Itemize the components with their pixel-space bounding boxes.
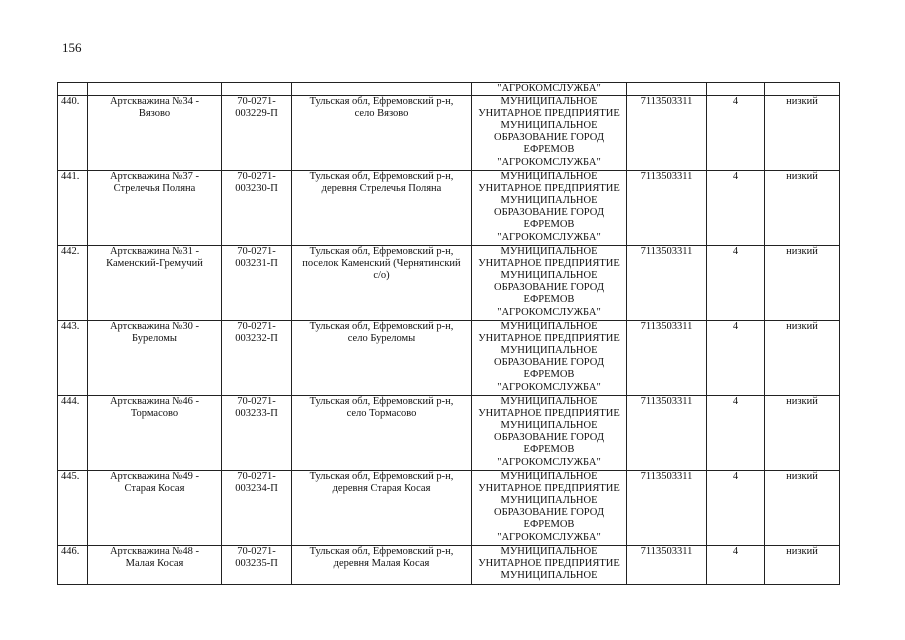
object-code-line: 70-0271-: [237, 321, 276, 333]
object-name-line: Стрелечья Поляна: [113, 183, 196, 195]
continuation-category-cell: [707, 83, 765, 96]
owner-line: "АГРОКОМСЛУЖБА": [497, 531, 601, 543]
inn-cell: 7113503311: [627, 96, 707, 171]
address-cell: [292, 546, 472, 585]
owner-line: УНИТАРНОЕ ПРЕДПРИЯТИЕ: [478, 483, 620, 495]
owner-line: ОБРАЗОВАНИЕ ГОРОД: [494, 507, 604, 519]
risk-cell: низкий: [765, 96, 840, 171]
owner-line: УНИТАРНОЕ ПРЕДПРИЯТИЕ: [478, 258, 620, 270]
owner-line: УНИТАРНОЕ ПРЕДПРИЯТИЕ: [478, 108, 620, 120]
risk-cell: низкий: [765, 171, 840, 246]
continuation-row: [58, 83, 840, 96]
risk-cell: низкий: [765, 471, 840, 546]
owner-line: ОБРАЗОВАНИЕ ГОРОД: [494, 207, 604, 219]
object-code-line: 003230-П: [235, 183, 278, 195]
table-row: [58, 396, 840, 471]
inn-cell: 7113503311: [627, 246, 707, 321]
continuation-name-cell: [88, 83, 222, 96]
row-number-cell: 442.: [58, 246, 88, 321]
owner-line: МУНИЦИПАЛЬНОЕ: [500, 120, 598, 132]
owner-line: ЕФРЕМОВ: [523, 519, 575, 531]
object-code-line: 70-0271-: [237, 171, 276, 183]
object-name-line: Артскважина №37 -: [109, 171, 200, 183]
inn-cell: 7113503311: [627, 546, 707, 585]
owner-line: "АГРОКОМСЛУЖБА": [497, 456, 601, 468]
owner-line: МУНИЦИПАЛЬНОЕ: [500, 96, 598, 108]
category-cell: 4: [707, 171, 765, 246]
owner-line: МУНИЦИПАЛЬНОЕ: [500, 321, 598, 333]
owner-line: "АГРОКОМСЛУЖБА": [497, 231, 601, 243]
row-number-cell: 443.: [58, 321, 88, 396]
object-name-line: Артскважина №30 -: [109, 321, 200, 333]
object-name-cell: [88, 546, 222, 585]
object-name-line: Буреломы: [132, 333, 177, 345]
owner-cell: [472, 396, 627, 471]
object-code-line: 70-0271-: [237, 546, 276, 558]
address-line: Тульская обл, Ефремовский р-н,: [309, 396, 454, 408]
owner-cell: [472, 546, 627, 585]
object-name-line: Артскважина №48 -: [109, 546, 200, 558]
object-code-line: 003229-П: [235, 108, 278, 120]
object-name-cell: [88, 171, 222, 246]
address-line: деревня Стрелечья Поляна: [321, 183, 442, 195]
object-code-cell: [222, 246, 292, 321]
object-code-cell: [222, 546, 292, 585]
object-name-cell: [88, 246, 222, 321]
address-line: Тульская обл, Ефремовский р-н,: [309, 471, 454, 483]
category-cell: 4: [707, 246, 765, 321]
object-name-line: Вязово: [138, 108, 171, 120]
row-number-cell: 440.: [58, 96, 88, 171]
owner-line: "АГРОКОМСЛУЖБА": [497, 156, 601, 168]
owner-line: МУНИЦИПАЛЬНОЕ: [500, 471, 598, 483]
object-name-line: Артскважина №34 -: [109, 96, 200, 108]
risk-cell: низкий: [765, 546, 840, 585]
owner-line: ЕФРЕМОВ: [523, 369, 575, 381]
object-name-line: Малая Косая: [125, 558, 184, 570]
address-line: деревня Старая Косая: [332, 483, 431, 495]
owner-line: ЕФРЕМОВ: [523, 144, 575, 156]
owner-line: МУНИЦИПАЛЬНОЕ: [500, 171, 598, 183]
inn-cell: 7113503311: [627, 471, 707, 546]
object-name-cell: [88, 396, 222, 471]
address-cell: [292, 96, 472, 171]
owner-line: ОБРАЗОВАНИЕ ГОРОД: [494, 132, 604, 144]
object-code-cell: [222, 96, 292, 171]
registry-body: [58, 83, 840, 585]
object-code-cell: [222, 171, 292, 246]
continuation-inn-cell: [627, 83, 707, 96]
object-name-line: Каменский-Гремучий: [106, 258, 203, 270]
owner-line: "АГРОКОМСЛУЖБА": [497, 306, 601, 318]
continuation-num-cell: [58, 83, 88, 96]
continuation-risk-cell: [765, 83, 840, 96]
owner-line: УНИТАРНОЕ ПРЕДПРИЯТИЕ: [478, 333, 620, 345]
row-number-cell: 444.: [58, 396, 88, 471]
address-line: Тульская обл, Ефремовский р-н,: [309, 171, 454, 183]
inn-cell: 7113503311: [627, 396, 707, 471]
row-number-cell: 441.: [58, 171, 88, 246]
object-code-line: 003231-П: [235, 258, 278, 270]
object-name-line: Артскважина №31 -: [109, 246, 200, 258]
object-name-line: Тормасово: [130, 408, 179, 420]
owner-line: МУНИЦИПАЛЬНОЕ: [500, 420, 598, 432]
object-code-cell: [222, 396, 292, 471]
address-line: село Буреломы: [347, 333, 416, 345]
owner-cell: [472, 246, 627, 321]
object-name-cell: [88, 471, 222, 546]
inn-cell: 7113503311: [627, 171, 707, 246]
owner-line: УНИТАРНОЕ ПРЕДПРИЯТИЕ: [478, 408, 620, 420]
category-cell: 4: [707, 321, 765, 396]
object-code-line: 003235-П: [235, 558, 278, 570]
object-code-line: 003233-П: [235, 408, 278, 420]
object-code-cell: [222, 471, 292, 546]
object-name-cell: [88, 321, 222, 396]
owner-line: МУНИЦИПАЛЬНОЕ: [500, 495, 598, 507]
owner-line: ОБРАЗОВАНИЕ ГОРОД: [494, 282, 604, 294]
object-code-line: 70-0271-: [237, 396, 276, 408]
owner-line: МУНИЦИПАЛЬНОЕ: [500, 246, 598, 258]
address-line: поселок Каменский (Чернятинский: [302, 258, 461, 270]
address-cell: [292, 471, 472, 546]
continuation-owner-cell: [472, 83, 627, 96]
row-number-cell: 446.: [58, 546, 88, 585]
address-cell: [292, 396, 472, 471]
owner-line: ЕФРЕМОВ: [523, 219, 575, 231]
object-code-line: 003234-П: [235, 483, 278, 495]
object-name-line: Артскважина №46 -: [109, 396, 200, 408]
address-line: с/о): [373, 270, 390, 282]
category-cell: 4: [707, 471, 765, 546]
object-code-cell: [222, 321, 292, 396]
address-line: село Вязово: [354, 108, 409, 120]
object-code-line: 70-0271-: [237, 96, 276, 108]
address-line: деревня Малая Косая: [333, 558, 430, 570]
object-code-line: 70-0271-: [237, 246, 276, 258]
owner-line: "АГРОКОМСЛУЖБА": [497, 381, 601, 393]
owner-line: "АГРОКОМСЛУЖБА": [497, 83, 601, 94]
owner-line: МУНИЦИПАЛЬНОЕ: [500, 396, 598, 408]
continuation-code-cell: [222, 83, 292, 96]
address-line: Тульская обл, Ефремовский р-н,: [309, 546, 454, 558]
owner-line: УНИТАРНОЕ ПРЕДПРИЯТИЕ: [478, 558, 620, 570]
owner-line: ОБРАЗОВАНИЕ ГОРОД: [494, 432, 604, 444]
owner-line: МУНИЦИПАЛЬНОЕ: [500, 195, 598, 207]
row-number-cell: 445.: [58, 471, 88, 546]
object-code-line: 70-0271-: [237, 471, 276, 483]
owner-line: УНИТАРНОЕ ПРЕДПРИЯТИЕ: [478, 183, 620, 195]
continuation-address-cell: [292, 83, 472, 96]
owner-line: МУНИЦИПАЛЬНОЕ: [500, 270, 598, 282]
risk-cell: низкий: [765, 246, 840, 321]
page-number: 156: [62, 40, 82, 55]
table-row: [58, 471, 840, 546]
address-line: Тульская обл, Ефремовский р-н,: [309, 321, 454, 333]
object-code-line: 003232-П: [235, 333, 278, 345]
object-name-cell: [88, 96, 222, 171]
table-row: [58, 246, 840, 321]
owner-cell: [472, 171, 627, 246]
owner-line: МУНИЦИПАЛЬНОЕ: [500, 570, 598, 582]
table-row: [58, 546, 840, 585]
risk-cell: низкий: [765, 321, 840, 396]
category-cell: 4: [707, 546, 765, 585]
table-row: [58, 171, 840, 246]
address-cell: [292, 171, 472, 246]
owner-line: ЕФРЕМОВ: [523, 294, 575, 306]
address-cell: [292, 246, 472, 321]
owner-cell: [472, 96, 627, 171]
object-name-line: Артскважина №49 -: [109, 471, 200, 483]
table-row: [58, 96, 840, 171]
table-row: [58, 321, 840, 396]
owner-line: ОБРАЗОВАНИЕ ГОРОД: [494, 357, 604, 369]
owner-cell: [472, 471, 627, 546]
address-line: Тульская обл, Ефремовский р-н,: [309, 246, 454, 258]
category-cell: 4: [707, 396, 765, 471]
owner-line: МУНИЦИПАЛЬНОЕ: [500, 546, 598, 558]
address-cell: [292, 321, 472, 396]
address-line: село Тормасово: [346, 408, 417, 420]
owner-line: ЕФРЕМОВ: [523, 444, 575, 456]
category-cell: 4: [707, 96, 765, 171]
owner-line: МУНИЦИПАЛЬНОЕ: [500, 345, 598, 357]
inn-cell: 7113503311: [627, 321, 707, 396]
owner-cell: [472, 321, 627, 396]
object-name-line: Старая Косая: [124, 483, 185, 495]
registry-table: [57, 82, 840, 585]
address-line: Тульская обл, Ефремовский р-н,: [309, 96, 454, 108]
risk-cell: низкий: [765, 396, 840, 471]
